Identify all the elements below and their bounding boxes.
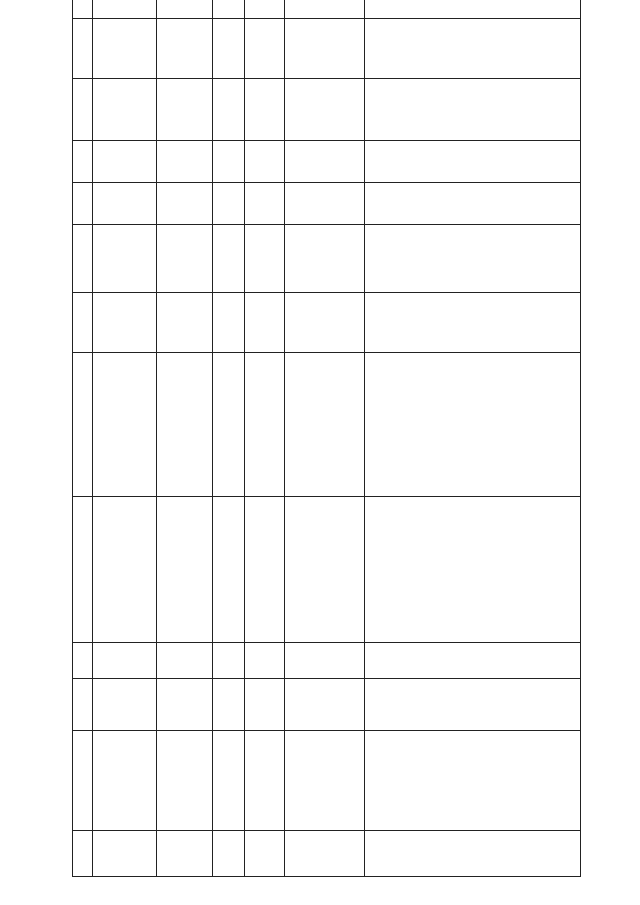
numeric-cell — [285, 141, 365, 183]
extra-cell — [245, 0, 285, 19]
numeric-cell — [93, 183, 157, 225]
numeric-cell — [93, 141, 157, 183]
species-name-cell — [93, 731, 157, 831]
embryo-description-cell — [73, 353, 93, 497]
row-number-cell — [365, 831, 581, 877]
seed-count-cell — [93, 643, 157, 679]
table-row — [285, 0, 365, 877]
embryo-description-cell — [93, 353, 157, 497]
seed-count-cell — [73, 643, 93, 679]
extra-cell — [285, 0, 365, 19]
seed-code-cell — [73, 679, 93, 731]
day-count-cell — [285, 225, 365, 293]
embryo-description-cell — [213, 353, 245, 497]
note-cell — [245, 79, 285, 141]
note-cell — [365, 79, 581, 141]
treatment-description-cell — [365, 497, 581, 643]
row-number-cell — [93, 831, 157, 877]
table-row — [93, 0, 157, 877]
species-name-cell — [157, 731, 213, 831]
extra-cell — [157, 0, 213, 19]
temperature-cell — [157, 293, 213, 353]
numeric-cell — [73, 183, 93, 225]
seed-count-cell — [285, 643, 365, 679]
seed-count-cell — [213, 643, 245, 679]
day-count-cell — [245, 225, 285, 293]
extra-cell — [365, 0, 581, 19]
seed-treatment-table — [72, 0, 581, 877]
day-count-cell — [213, 225, 245, 293]
table-row — [365, 0, 581, 877]
rotated-table-container — [72, 37, 580, 877]
day-count-cell — [365, 225, 581, 293]
marker-cell — [365, 19, 581, 79]
extra-cell — [93, 0, 157, 19]
extra-cell — [73, 0, 93, 19]
row-number-cell — [157, 831, 213, 877]
seed-code-cell — [157, 679, 213, 731]
row-number-cell — [213, 831, 245, 877]
day-count-cell — [93, 225, 157, 293]
numeric-cell — [245, 183, 285, 225]
note-cell — [73, 79, 93, 141]
numeric-cell — [245, 141, 285, 183]
temperature-cell — [285, 293, 365, 353]
day-count-cell — [157, 225, 213, 293]
treatment-description-cell — [73, 497, 93, 643]
temperature-cell — [73, 293, 93, 353]
numeric-cell — [73, 141, 93, 183]
note-cell — [93, 79, 157, 141]
row-number-cell — [73, 831, 93, 877]
note-cell — [285, 79, 365, 141]
marker-cell — [93, 19, 157, 79]
treatment-description-cell — [213, 497, 245, 643]
marker-cell — [73, 19, 93, 79]
row-number-cell — [285, 831, 365, 877]
numeric-cell — [157, 141, 213, 183]
numeric-cell — [365, 141, 581, 183]
embryo-description-cell — [157, 353, 213, 497]
species-name-cell — [213, 731, 245, 831]
numeric-cell — [213, 183, 245, 225]
embryo-description-cell — [245, 353, 285, 497]
species-name-cell — [73, 731, 93, 831]
treatment-description-cell — [157, 497, 213, 643]
marker-cell — [213, 19, 245, 79]
species-name-cell — [285, 731, 365, 831]
seed-count-cell — [365, 643, 581, 679]
species-name-cell — [245, 731, 285, 831]
numeric-cell — [365, 183, 581, 225]
species-name-cell — [365, 731, 581, 831]
treatment-description-cell — [93, 497, 157, 643]
table-row — [245, 0, 285, 877]
numeric-cell — [285, 183, 365, 225]
table-row — [73, 0, 93, 877]
seed-code-cell — [365, 679, 581, 731]
temperature-cell — [93, 293, 157, 353]
seed-code-cell — [285, 679, 365, 731]
seed-code-cell — [245, 679, 285, 731]
embryo-description-cell — [285, 353, 365, 497]
numeric-cell — [157, 183, 213, 225]
day-count-cell — [73, 225, 93, 293]
table-row — [213, 0, 245, 877]
temperature-cell — [365, 293, 581, 353]
marker-cell — [285, 19, 365, 79]
temperature-cell — [245, 293, 285, 353]
seed-code-cell — [213, 679, 245, 731]
row-number-cell — [245, 831, 285, 877]
seed-count-cell — [245, 643, 285, 679]
extra-cell — [213, 0, 245, 19]
treatment-description-cell — [285, 497, 365, 643]
note-cell — [213, 79, 245, 141]
embryo-description-cell — [365, 353, 581, 497]
numeric-cell — [213, 141, 245, 183]
treatment-description-cell — [245, 497, 285, 643]
marker-cell — [245, 19, 285, 79]
table-row — [157, 0, 213, 877]
note-cell — [157, 79, 213, 141]
seed-code-cell — [93, 679, 157, 731]
temperature-cell — [213, 293, 245, 353]
seed-count-cell — [157, 643, 213, 679]
marker-cell — [157, 19, 213, 79]
